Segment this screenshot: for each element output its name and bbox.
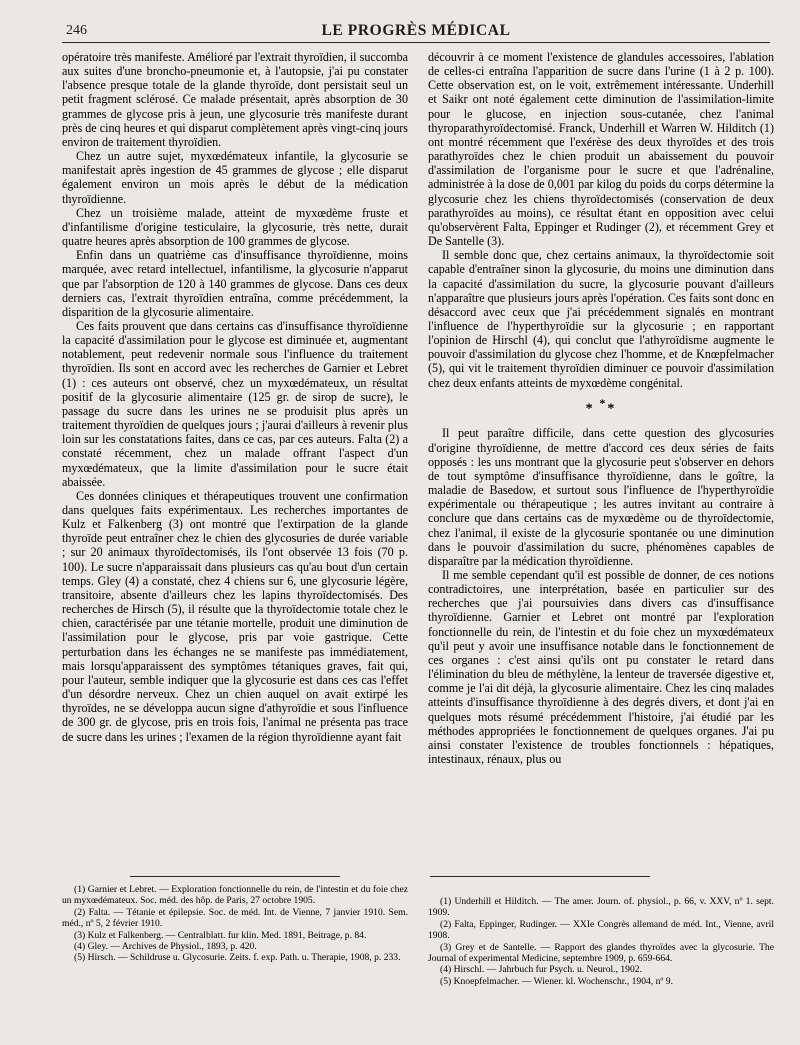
- footnotes-left: [62, 884, 408, 964]
- footnote: (1) Garnier et Lebret. — Exploration fonctionnelle du rein, de l'intestin et du foie chez un myxœdémateux. Soc. méd. des hôp. de Paris, 27 octobre 1905.: [62, 884, 408, 907]
- section-divider: [428, 397, 774, 417]
- footnote: (3) Kulz et Falkenberg. — Centralblatt. fur klin. Med. 1891, Beitrage, p. 84.: [74, 929, 367, 941]
- footnote: (5) Hirsch. — Schildruse u. Glycosurie. Zeits. f. exp. Path. u. Therapie, 1908, p. 233.: [74, 952, 401, 964]
- asterism-mark: *: [585, 401, 595, 417]
- footnotes-right: [428, 896, 774, 987]
- footnote: (2) Falta. — Tétanie et épilepsie. Soc. de méd. Int. de Vienne, 7 janvier 1910. Sem. méd., nº 5, 2 février 1910.: [62, 906, 408, 930]
- left-column: [62, 50, 408, 872]
- paragraph: Il semble donc que, chez certains animaux, la thyroïdectomie soit capable d'entraîner sinon la glycosurie, du moins une diminution dans la capacité d'assimilation du sucre, la glycosurie pouvant d'ailleurs n'apparaître que plusieurs jours après l'opération. Ces faits sont donc en désaccord avec ceux que j'ai précédemment signalés en montrant l'influence de l'hyperthyroïdie sur la glycosurie ; en rapportant l'opinion de Hirschl (4), qui conclut que l'athyroïdisme augmente le pouvoir d'assimilation du glycose chez l'homme, et de Knœpfelmacher (5), qui vit le traitement thyroïdien diminuer ce pouvoir d'assimilation chez deux enfants atteints de myxœdème congénital.: [428, 248, 774, 390]
- asterism-mark: *: [607, 401, 617, 417]
- footnote-rule: [430, 876, 650, 877]
- footnote-rule: [130, 876, 340, 877]
- paragraph: Ces faits prouvent que dans certains cas d'insuffisance thyroïdienne la capacité d'assimilation pour le glycose est diminuée et, augmentant notablement, peut redevenir normale sous l'influence du traitement thyroïdien. Ils sont en accord avec les recherches de Garnier et Lebret (1) : ces auteurs ont observé, chez un myxœdémateux, un résultat positif de la glycosurie alimentaire (125 gr. de sirop de sucre), le passage du sucre dans les urines ne se produisit plus après un traitement thyroïdien de quelques jours ; j'aurai d'ailleurs à revenir plus loin sur les constatations faites, dans ce cas, par ces auteurs. Falta (2) a constaté récemment, chez un malade offrant l'aspect d'un myxœdémateux, que la limite d'assimilation pour le sucre était abaissée.: [62, 318, 408, 489]
- paragraph: Chez un troisième malade, atteint de myxœdème fruste et d'infantilisme d'origine testiculaire, la glycosurie, très nette, durait quatre heures après absorption de 100 grammes de glycose.: [62, 205, 408, 249]
- right-column: [428, 50, 774, 872]
- paragraph: Enfin dans un quatrième cas d'insuffisance thyroïdienne, moins marquée, avec retard intellectuel, infantilisme, la glycosurie n'apparut que par l'absorption de 120 à 140 grammes de glycose. Dans ces deux derniers cas, l'extrait thyroïdien entraîna, comme précédemment, la disparition de la glycosurie alimentaire.: [62, 248, 408, 319]
- footnote: (1) Underhill et Hilditch. — The amer. Journ. of. physiol., p. 66, v. XXV, nº 1. sept. 1909.: [428, 896, 774, 919]
- paragraph: découvrir à ce moment l'existence de glandules accessoires, l'ablation de celles-ci entraîna l'apparition de sucre dans l'urine (1 à 2 p. 100). Cette observation est, on le voit, extrêmement intéressante. Underhill et Saikr ont noté également cette diminution de l'assimilation-limite pour le glucose, en injection sous-cutanée, chez l'animal thyroparathyroïdectomisé. Franck, Underhill et Warren W. Hilditch (1) ont montré récemment que l'exérèse des deux thyroïdes et des trois parathyroïdes chez le chien produit un abaissement du pouvoir d'assimilation de l'organisme pour le sucre et que l'adrénaline, administrée à la dose de 0,001 par kilog du poids du corps détermine la glycosurie chez les chiens thyroïdectomisés (conservation de deux parathyroïdes au moins), ce résultat étant en opposition avec celui qu'observèrent Falta, Eppinger et Rudinger (2), et récemment Grey et De Santelle (3).: [428, 50, 774, 249]
- paragraph: Ces données cliniques et thérapeutiques trouvent une confirmation dans quelques faits expérimentaux. Les recherches importantes de Kulz et Falkenberg (3) ont montré que l'extirpation de la glande thyroïde peut entraîner chez le chien des glycosuries de durée variable ; sur 20 animaux thyroïdectomisés, ils l'ont observée 13 fois (70 p. 100). Le sucre n'apparaissait dans plusieurs cas qu'au bout d'un certain temps. Gley (4) a constaté, chez 4 chiens sur 6, une glycosurie légère, transitoire, absente d'ailleurs chez les lapins thyroïdectomisés. Des recherches de Hirsch (5), il résulte que la thyroïdectomie totale chez le chien, caractérisée par une tétanie mortelle, produit une diminution de l'assimilation pour le glycose, pris par voie gastrique. Cette perturbation dans les échanges ne se manifeste pas immédiatement, mais lorsqu'apparaissent des symptômes tétaniques graves, fait qui, pour l'auteur, semble indiquer que la glycosurie est dans ces cas l'effet d'un désordre nerveux. Chez un chien auquel on avait extirpé les thyroïdes, ne se développa aucun signe d'athyroïdie et sous l'influence de 300 gr. de glycose, pris en trois fois, l'animal ne présenta pas trace de sucre dans les urines ; l'examen de la région thyroïdienne ayant fait: [62, 488, 408, 744]
- body-columns: [62, 50, 774, 872]
- paragraph: Chez un autre sujet, myxœdémateux infantile, la glycosurie se manifestait après ingestion de 45 grammes de glycose ; elle disparut également environ un mois après le début de la médication thyroïdienne.: [62, 149, 408, 206]
- footnote: (4) Hirschl. — Jahrbuch fur Psych. u. Neurol., 1902.: [440, 964, 642, 976]
- paragraph: Il peut paraître difficile, dans cette question des glycosuries d'origine thyroïdienne, de mettre d'accord ces deux séries de faits opposés : les uns montrant que la glycosurie peut s'observer en dehors de tout symptôme d'insuffisance thyroïdienne, dans le goître, la maladie de Basedow, et surtout sous l'influence de l'hyperthyroïdie expérimentale ou thérapeutique ; les autres invitant au contraire à conclure que dans certains cas de myxœdème ou de thyroïdectomie, chez l'animal, il existe de la glycosurie spontanée ou une diminution dans le pouvoir d'assimilation du sucre, phénomènes capables de disparaître par la médication thyroïdienne.: [428, 426, 774, 568]
- footnote: (2) Falta, Eppinger, Rudinger. — XXIe Congrès allemand de méd. Int., Vienne, avril 1908.: [428, 918, 774, 942]
- page-header: [62, 18, 770, 43]
- page-number: 246: [66, 23, 87, 38]
- running-title: LE PROGRÈS MÉDICAL: [321, 22, 511, 39]
- footnotes: [62, 884, 774, 1044]
- footnote: (4) Gley. — Archives de Physiol., 1893, p. 420.: [74, 941, 257, 953]
- asterism-mark: *: [599, 396, 608, 410]
- paragraph: opératoire très manifeste. Amélioré par l'extrait thyroïdien, il succomba aux suites d'une broncho-pneumonie et, à l'autopsie, j'ai pu constater l'absence presque totale de la glande thyroïde, dont persistait seul un petit fragment sclérosé. Ce malade présentait, après absorption de 30 grammes de glycose pris à jeun, une glycosurie très manifeste durant près de cinq heures et qui disparut complètement après vingt-cinq jours environ de traitement thyroïdien.: [62, 50, 408, 149]
- paragraph: Il me semble cependant qu'il est possible de donner, de ces notions contradictoires, une interprétation, basée en particulier sur des recherches que j'ai poursuivies dans divers cas d'insuffisance thyroïdienne. Garnier et Lebret ont montré par l'exploration fonctionnelle du rein, de l'intestin et du foie chez un myxœdémateux qu'il peut y avoir une insuffisance notable dans le fonctionnement de ces organes : c'est ainsi qu'ils ont pu constater le retard dans l'élimination du bleu de méthylène, la lenteur de traversée digestive et, comme je l'ai dit déjà, la glycosurie alimentaire. Chez les cinq malades atteints d'insuffisance thyroïdienne à des degrés divers, et dont j'ai en quelques mots résumé précédemment l'histoire, j'ai étudié par les méthodes appropriées le fonctionnement de quelques organes. J'ai pu ainsi constater l'existence de troubles fonctionnels : hépatiques, intestinaux, rénaux, plus ou: [428, 567, 774, 766]
- footnote: (5) Knoepfelmacher. — Wiener. kl. Wochenschr., 1904, nº 9.: [440, 975, 673, 987]
- footnote: (3) Grey et de Santelle. — Rapport des glandes thyroïdes avec la glycosurie. The Journal of experimental Medicine, septembre 1909, p. 659-664.: [428, 941, 774, 965]
